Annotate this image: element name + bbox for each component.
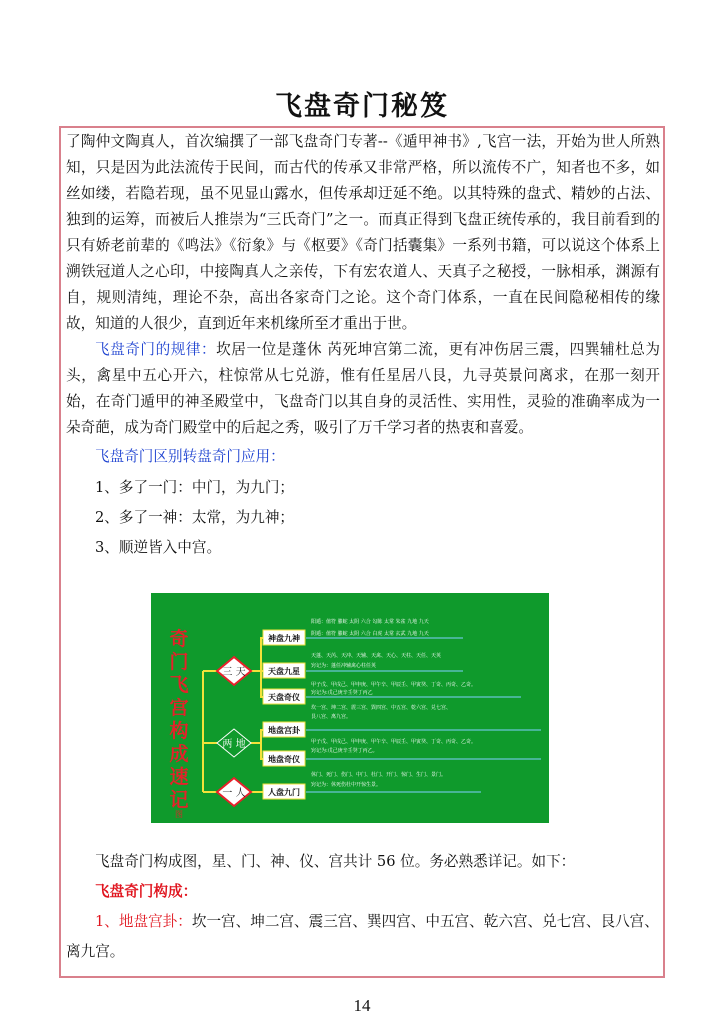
page-number: 14	[353, 996, 371, 1015]
diagram-line: 坎一宫、坤二宫、震三宫、巽四宫、中五宫、乾六宫、兑七宫、	[311, 705, 452, 711]
structure-item	[66, 907, 660, 967]
box-label: 天盘九星	[268, 667, 300, 676]
diagram-line: 阴遁：值符 螣蛇 太阴 六合 白虎 太常 玄武 九地 九天	[311, 631, 429, 637]
diagram-line: 艮八宫、离九宫。	[311, 714, 352, 720]
title-char: 速	[169, 766, 189, 788]
group-label: 三 天	[222, 667, 246, 678]
box-label: 天盘奇仪	[268, 693, 300, 702]
rules-heading: 飞盘奇门的规律：	[95, 341, 217, 358]
box-label: 地盘奇仪	[268, 755, 300, 764]
box-label: 地盘宫卦	[268, 726, 300, 735]
structure-item-text: 坎一宫、坤二宫、震三宫、巽四宫、中五宫、乾六宫、兑七宫、艮八宫、离九宫。	[66, 913, 659, 960]
title-char: 构	[169, 720, 189, 742]
title-char: 飞	[169, 674, 189, 696]
title-char: 图	[175, 810, 183, 819]
caption-block	[66, 847, 660, 967]
box-label: 人盘九门	[268, 788, 300, 797]
diff-item: 1、多了一门：中门，为九门；	[95, 479, 295, 496]
diagram-line: 天蓬、天芮、天冲、天辅、天禽、天心、天柱、天任、天英	[311, 653, 442, 659]
diagram-line: 甲子戊、甲戌己、甲申庚、甲午辛、甲辰壬、甲寅癸、丁奇、丙奇、乙奇。	[311, 682, 477, 688]
diagram-line: 甲子戊、甲戌己、甲申庚、甲午辛、甲辰壬、甲寅癸、丁奇、丙奇、乙奇。	[311, 739, 477, 745]
diagram-line: 窍记为:戊己庚辛壬癸丁丙乙	[311, 690, 373, 696]
group-heaven	[217, 657, 251, 685]
diagram-line: 休门、死门、伤门、中门、杜门、开门、惊门、生门、景门。	[311, 772, 447, 778]
diff-item: 3、顺逆皆入中宫。	[95, 539, 222, 556]
rules-text: 坎居一位是蓬休 芮死坤宫第二流，更有冲伤居三震，四巽辅杜总为头，禽星中五心开六，柱惊常从七兑游，惟有任星居八艮，九寻英景问离求，在那一刻开始，在奇门遁甲的神圣殿堂中，飞盘奇门以其自身的灵活性、实用性，灵验的准确率成为一朵奇葩，成为奇门殿堂中的后起之秀，吸引了万千学习者的热衷和喜爱。	[66, 341, 660, 436]
group-label: 两 地	[222, 739, 246, 750]
structure-item-label: 1、地盘宫卦：	[95, 913, 192, 930]
title-char: 宫	[169, 697, 189, 719]
body-text	[66, 129, 660, 563]
box-label: 神盘九神	[268, 634, 300, 643]
diagram-line: 阳遁：值符 螣蛇 太阴 六合 勾陈 太常 朱雀 九地 九天	[311, 619, 429, 625]
title-char: 奇	[169, 628, 189, 650]
group-label: 一 人	[222, 788, 246, 799]
page-title: 飞盘奇门秘笈	[275, 91, 449, 122]
diagram-line: 窍记为:戊己庚辛壬癸丁丙乙。	[311, 748, 378, 754]
diff-item: 2、多了一神：太常，为九神；	[95, 509, 295, 526]
title-char: 门	[169, 651, 189, 673]
structure-diagram	[151, 593, 549, 823]
group-earth	[217, 729, 251, 757]
rules-paragraph	[66, 337, 660, 441]
structure-heading: 飞盘奇门构成：	[95, 883, 198, 900]
group-human	[217, 778, 251, 806]
intro-paragraph: 了陶仲文陶真人，首次编撰了一部飞盘奇门专著--《遁甲神书》,飞宫一法，开始为世人所熟知，只是因为此法流传于民间，而古代的传承又非常严格，所以流传不广，知者也不多，如丝如缕，若隐若现，虽不见显山露水，但传承却迂延不绝。以其特殊的盘式、精妙的占法、独到的运筹，而被后人推崇为“三氏奇门”之一。而真正得到飞盘正统传承的，我目前看到的只有娇老前辈的《鸣法》《衍象》与《枢要》《奇门括囊集》一系列书籍，可以说这个体系上溯铁冠道人之心印，中接陶真人之亲传，下有宏农道人、天真子之秘授，一脉相承，渊源有自，规则清纯，理论不杂，高出各家奇门之论。这个奇门体系，一直在民间隐秘相传的缘故，知道的人很少，直到近年来机缘所至才重出于世。	[66, 133, 660, 332]
title-char: 成	[169, 743, 189, 765]
caption-text: 飞盘奇门构成图，星、门、神、仪、宫共计 56 位。务必熟悉详记。如下：	[95, 853, 576, 870]
diagram-line: 窍记为：休死伤杜中开惊生景。	[311, 782, 382, 788]
title-char: 记	[169, 789, 189, 811]
diff-heading: 飞盘奇门区别转盘奇门应用：	[95, 448, 285, 465]
diagram-svg	[151, 593, 549, 823]
diagram-line: 窍记为：蓬任冲辅禽心柱任英	[311, 663, 377, 669]
diff-list	[66, 473, 660, 563]
